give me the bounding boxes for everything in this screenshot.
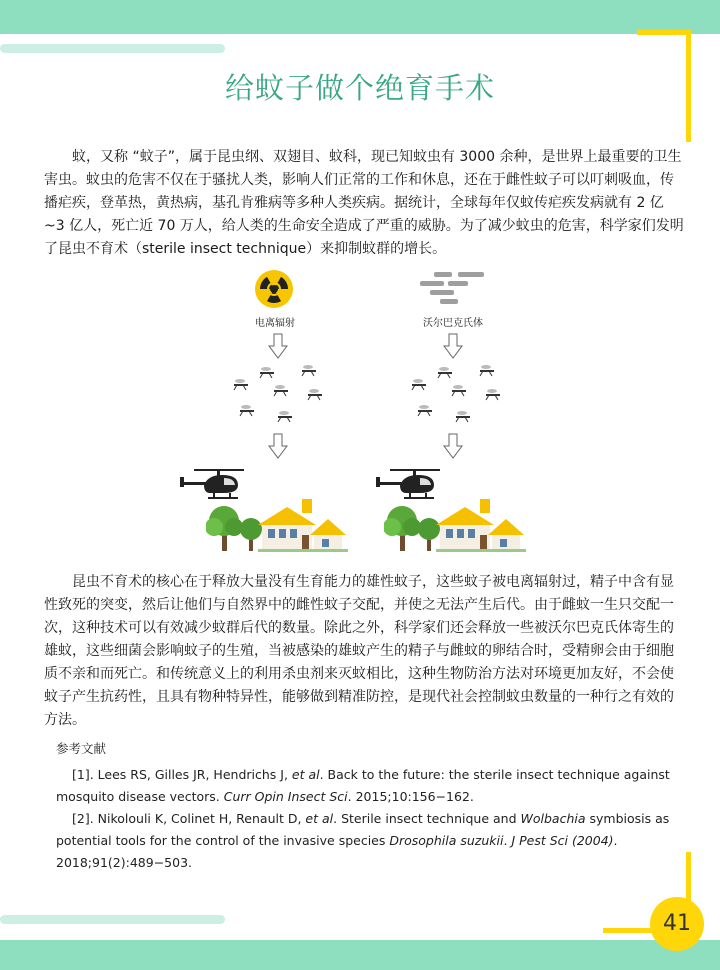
mosquito-icon [412,379,426,390]
label-ionizing-radiation: 电离辐射 [255,318,295,329]
mosquito-icon [456,411,470,422]
tree-icon [240,518,262,551]
down-arrow-icon [268,433,288,459]
top-stripe [0,44,225,53]
helicopter-icon [376,467,442,501]
house-icon [436,499,526,552]
mosquito-icon [278,411,292,422]
page-title: 给蚊子做个绝育手术 [224,71,495,105]
village-scene-right [384,497,526,553]
mosquito-icon [308,389,322,400]
village-scene-left [206,497,348,553]
reference-2: [2]. Nikolouli K, Colinet H, Renault D, et al. Sterile insect technique and Wolbachia symbiosis as potential tools for the control of the invasive species Drosophila suzukii. J Pest Sci (2004). 2018;91(2):489−503. [56,811,670,870]
mosquito-icon [452,385,466,396]
mosquito-icon [234,379,248,390]
corner-bracket-top-h [637,30,691,35]
mosquito-icon [260,367,274,378]
helicopter-icon [180,467,246,501]
wolbachia-bacteria-icon [418,271,490,305]
mosquito-swarm-right [408,363,508,433]
down-arrow-icon [443,333,463,359]
tree-icon [384,506,421,551]
mosquito-icon [302,365,316,376]
mosquito-swarm-left [230,363,330,433]
mosquito-icon [418,405,432,416]
references [56,738,676,874]
intro-paragraph: 蚊，又称 “蚊子”，属于昆虫纲、双翅目、蚊科，现已知蚊虫有 3000 余种，是世界上最重要的卫生害虫。蚊虫的危害不仅在于骚扰人类，影响人们正常的工作和休息，还在于雌性蚊子可以叮刺吸血，传播疟疾，登革热，黄热病，基孔肯雅病等多种人类疾病。据统计，全球每年仅蚊传疟疾发病就有 2 亿~3 亿人，死亡近 70 万人，给人类的生命安全造成了严重的威胁。为了减少蚊虫的危害，科学家们发明了昆虫不育术（sterile insect technique）来抑制蚊群的增长。 [44,149,684,257]
body-paragraph: 昆虫不育术的核心在于释放大量没有生育能力的雄性蚊子，这些蚊子被电离辐射过，精子中含有显性致死的突变，然后让他们与自然界中的雌性蚊子交配，并使之无法产生后代。由于雌蚊一生只交配一次，这种技术可以有效减少蚊群后代的数量。除此之外，科学家们还会释放一些被沃尔巴克氏体寄生的雄蚊，这些细菌会影响蚊子的生殖，当被感染的雄蚊产生的精子与雌蚊的卵结合时，受精卵会由于细胞质不亲和而死亡。和传统意义上的利用杀虫剂来灭蚊相比，这种生物防治方法对环境更加友好，不会使蚊子产生抗药性，且具有物种特异性，能够做到精准防控，是现代社会控制蚊虫数量的一种行之有效的方法。 [44,574,674,728]
radiation-icon [254,269,294,309]
references-heading: 参考文献 [56,741,107,756]
label-wolbachia: 沃尔巴克氏体 [423,318,483,329]
bottom-stripe [0,915,225,924]
page-number: 41 [650,897,704,951]
sit-diagram [150,265,570,565]
mosquito-icon [274,385,288,396]
reference-1: [1]. Lees RS, Gilles JR, Hendrichs J, et al. Back to the future: the sterile insect technique against mosquito disease vectors. Curr Opin Insect Sci. 2015;10:156−162. [56,767,670,804]
tree-icon [418,518,440,551]
tree-icon [206,506,243,551]
mosquito-icon [240,405,254,416]
mosquito-icon [438,367,452,378]
down-arrow-icon [443,433,463,459]
down-arrow-icon [268,333,288,359]
house-icon [258,499,348,552]
mosquito-icon [480,365,494,376]
mosquito-icon [486,389,500,400]
